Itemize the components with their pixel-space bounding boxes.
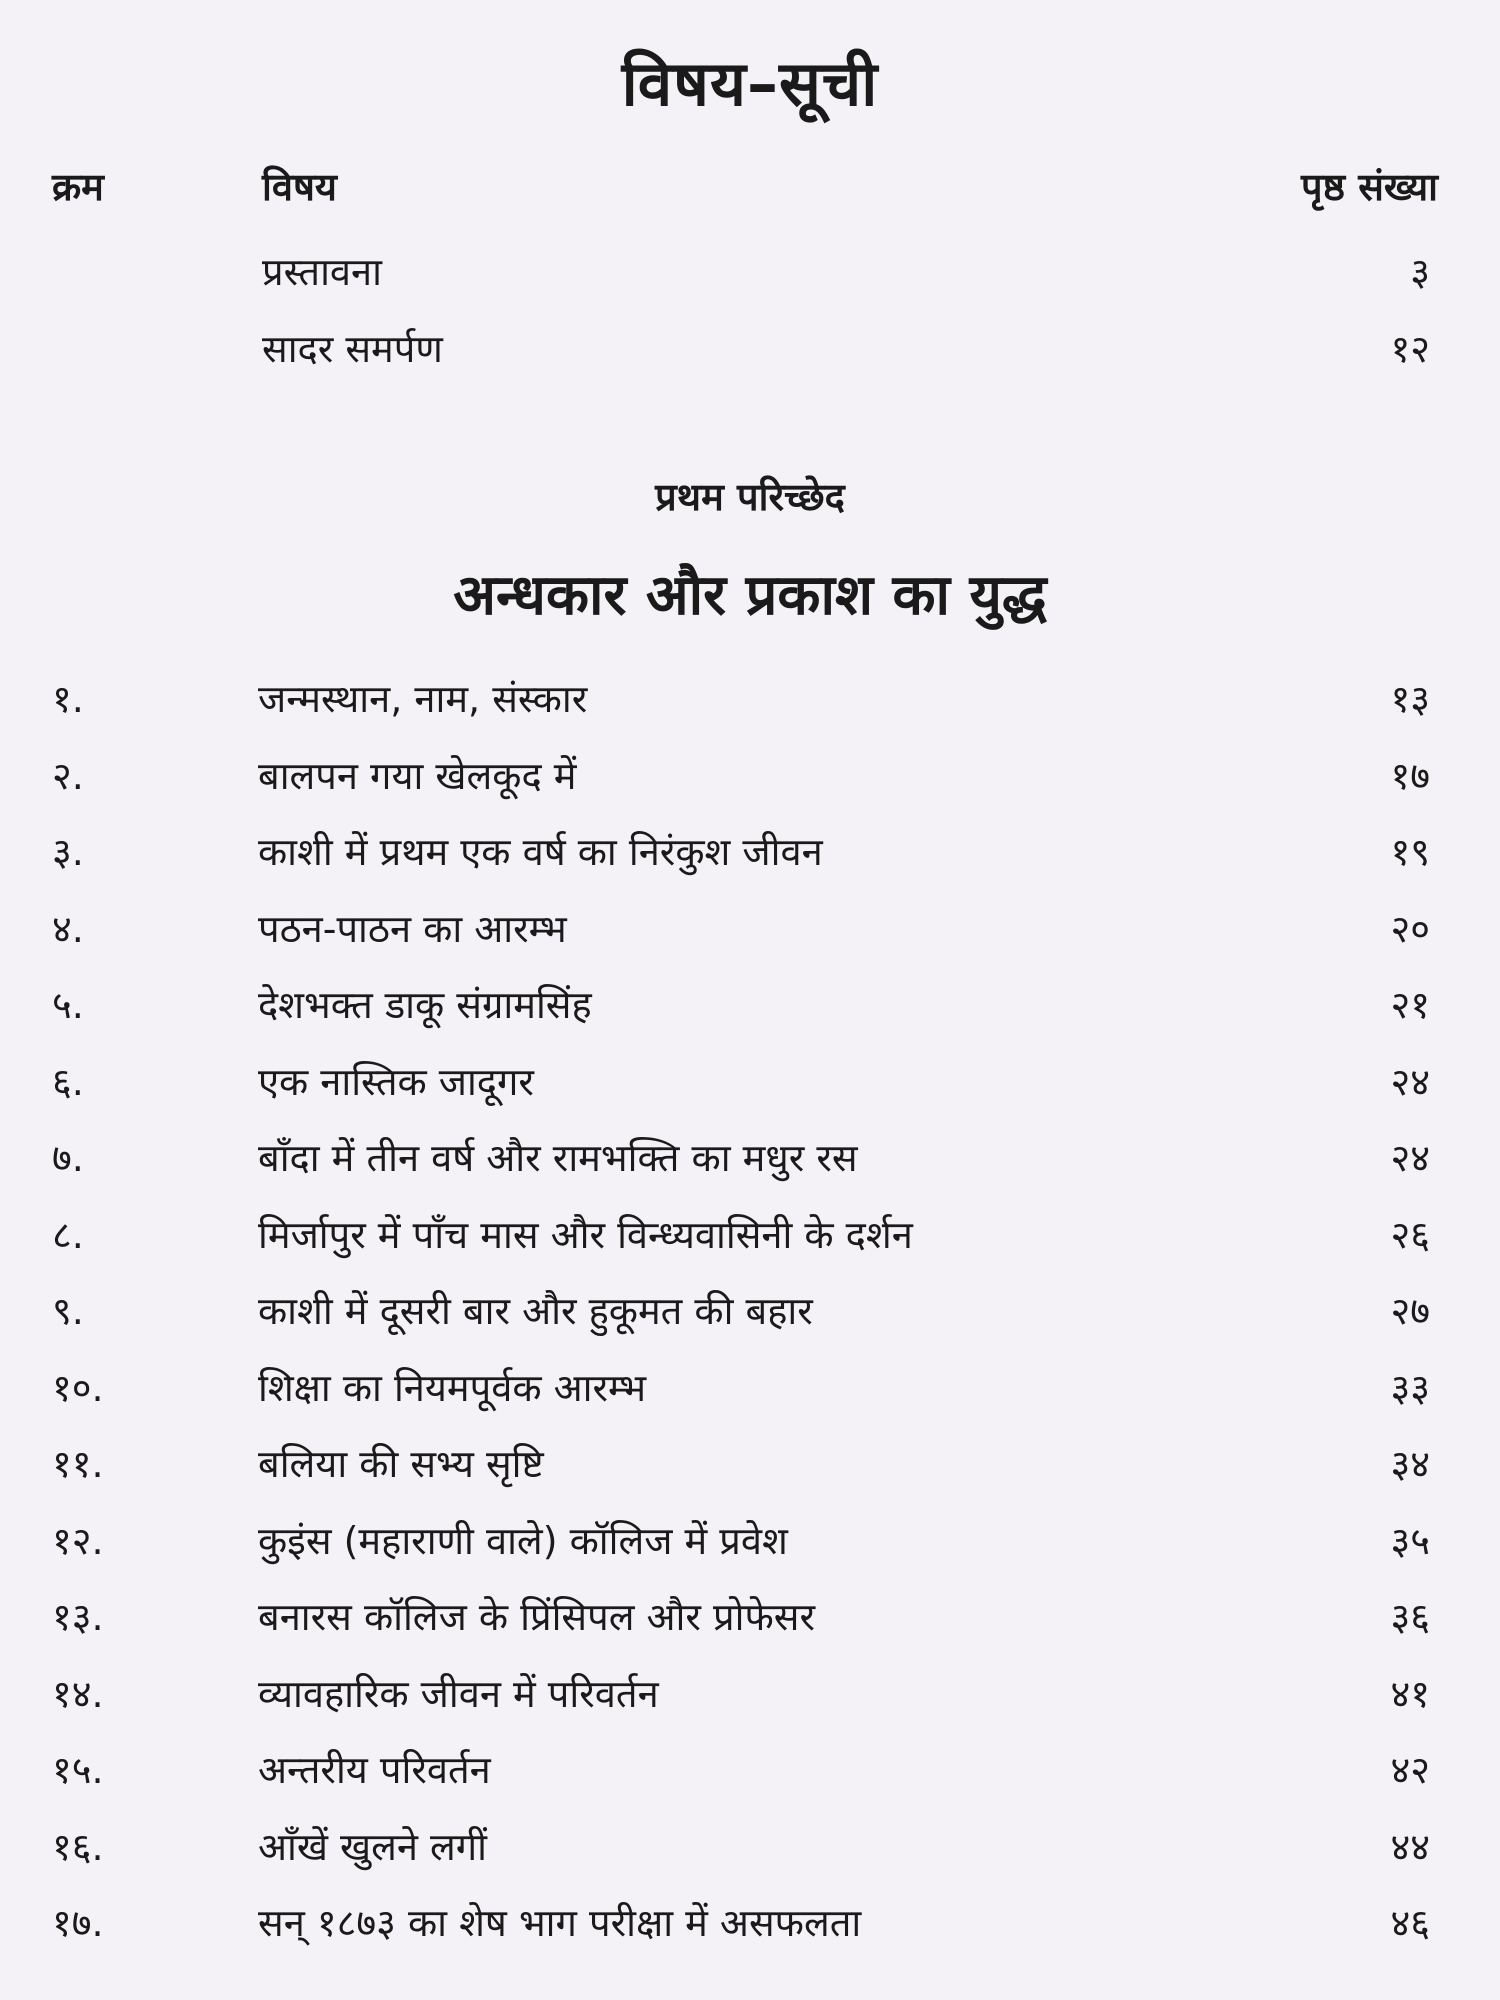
preface-row bbox=[0, 245, 1500, 305]
toc-entry bbox=[0, 1663, 1500, 1740]
dedication-label: सादर समर्पण bbox=[262, 327, 443, 371]
toc-list bbox=[0, 668, 1500, 1969]
entry-number: ११. bbox=[52, 1442, 104, 1486]
entry-page: ४२ bbox=[1390, 1748, 1430, 1792]
page-title: विषय–सूची bbox=[621, 47, 879, 120]
chapter-title: अन्धकार और प्रकाश का युद्ध bbox=[453, 563, 1047, 628]
toc-entry bbox=[0, 1739, 1500, 1816]
entry-page: २१ bbox=[1390, 983, 1430, 1027]
entry-page: १९ bbox=[1390, 830, 1430, 874]
entry-number: १४. bbox=[52, 1671, 104, 1716]
toc-entry bbox=[0, 745, 1500, 822]
entry-title: काशी में दूसरी बार और हुकूमत की बहार bbox=[258, 1289, 813, 1333]
entry-page: ३३ bbox=[1390, 1365, 1430, 1410]
toc-entry bbox=[0, 1204, 1500, 1281]
toc-entry bbox=[0, 1357, 1500, 1434]
entry-title: देशभक्त डाकू संग्रामसिंह bbox=[258, 983, 592, 1027]
entry-number: १०. bbox=[52, 1365, 104, 1410]
entry-number: १६. bbox=[52, 1824, 104, 1869]
toc-entry bbox=[0, 1280, 1500, 1357]
entry-title: व्यावहारिक जीवन में परिवर्तन bbox=[258, 1671, 659, 1716]
entry-number: २. bbox=[52, 753, 84, 798]
entry-page: २४ bbox=[1390, 1059, 1430, 1104]
entry-title: बाँदा में तीन वर्ष और रामभक्ति का मधुर रस bbox=[258, 1136, 858, 1180]
entry-page: ४१ bbox=[1390, 1671, 1430, 1716]
dedication-row bbox=[0, 322, 1500, 382]
entry-page: ३५ bbox=[1390, 1518, 1430, 1563]
entry-title: आँखें खुलने लगीं bbox=[258, 1824, 488, 1869]
toc-entry bbox=[0, 898, 1500, 975]
entry-title: शिक्षा का नियमपूर्वक आरम्भ bbox=[258, 1365, 647, 1410]
entry-page: १३ bbox=[1390, 677, 1430, 721]
preface-page: ३ bbox=[1410, 250, 1430, 294]
entry-page: २७ bbox=[1390, 1289, 1430, 1333]
entry-title: अन्तरीय परिवर्तन bbox=[258, 1748, 491, 1792]
entry-title: मिर्जापुर में पाँच मास और विन्ध्यवासिनी के दर्शन bbox=[258, 1212, 913, 1257]
toc-entry bbox=[0, 1586, 1500, 1663]
chapter-subtitle: प्रथम परिच्छेद bbox=[655, 475, 845, 519]
entry-number: ६. bbox=[52, 1059, 84, 1104]
entry-title: जन्मस्थान, नाम, संस्कार bbox=[258, 677, 588, 721]
entry-page: ३६ bbox=[1390, 1595, 1430, 1639]
entry-page: ३४ bbox=[1390, 1442, 1430, 1486]
entry-page: ४४ bbox=[1390, 1824, 1430, 1869]
entry-title: पठन-पाठन का आरम्भ bbox=[258, 906, 567, 951]
preface-label: प्रस्तावना bbox=[262, 250, 382, 294]
entry-title: बालपन गया खेलकूद में bbox=[258, 753, 577, 798]
toc-entry bbox=[0, 1051, 1500, 1128]
entry-page: २० bbox=[1390, 906, 1430, 951]
entry-page: ४६ bbox=[1390, 1901, 1430, 1945]
entry-number: ५. bbox=[52, 983, 84, 1027]
entry-title: एक नास्तिक जादूगर bbox=[258, 1059, 534, 1104]
toc-entry bbox=[0, 974, 1500, 1051]
entry-title: कुइंस (महाराणी वाले) कॉलिज में प्रवेश bbox=[258, 1518, 788, 1563]
entry-title: बलिया की सभ्य सृष्टि bbox=[258, 1442, 544, 1486]
entry-number: ७. bbox=[52, 1136, 84, 1180]
toc-entry bbox=[0, 1127, 1500, 1204]
entry-number: ३. bbox=[52, 830, 84, 874]
entry-number: १३. bbox=[52, 1595, 104, 1639]
toc-entry bbox=[0, 668, 1500, 745]
toc-entry bbox=[0, 821, 1500, 898]
entry-number: ९. bbox=[52, 1289, 84, 1333]
entry-title: सन् १८७३ का शेष भाग परीक्षा में असफलता bbox=[258, 1901, 862, 1945]
column-header-number: क्रम bbox=[52, 165, 104, 209]
entry-number: ८. bbox=[52, 1212, 84, 1257]
entry-number: १. bbox=[52, 677, 84, 721]
entry-number: १७. bbox=[52, 1901, 104, 1945]
entry-page: १७ bbox=[1390, 753, 1430, 798]
toc-entry bbox=[0, 1433, 1500, 1510]
entry-number: १२. bbox=[52, 1518, 104, 1563]
toc-entry bbox=[0, 1892, 1500, 1969]
column-header-page: पृष्ठ संख्या bbox=[1301, 165, 1438, 209]
entry-page: २४ bbox=[1390, 1136, 1430, 1180]
toc-entry bbox=[0, 1816, 1500, 1893]
entry-title: काशी में प्रथम एक वर्ष का निरंकुश जीवन bbox=[258, 830, 823, 874]
toc-entry bbox=[0, 1510, 1500, 1587]
entry-title: बनारस कॉलिज के प्रिंसिपल और प्रोफेसर bbox=[258, 1595, 816, 1639]
entry-number: ४. bbox=[52, 906, 84, 951]
entry-number: १५. bbox=[52, 1748, 104, 1792]
column-header-subject: विषय bbox=[262, 165, 337, 209]
dedication-page: १२ bbox=[1390, 327, 1430, 371]
entry-page: २६ bbox=[1390, 1212, 1430, 1257]
